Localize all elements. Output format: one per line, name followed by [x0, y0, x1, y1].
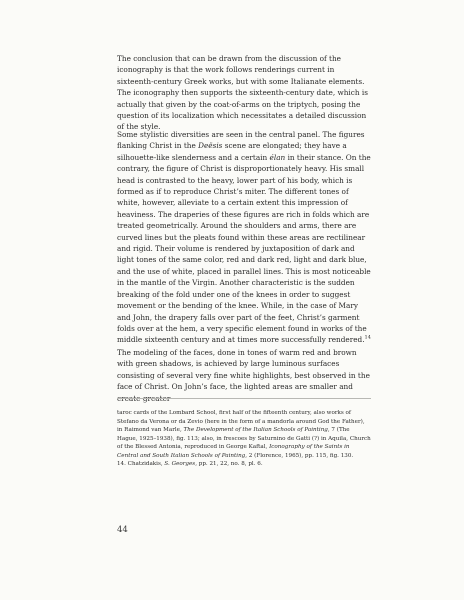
note14-text-b: , pp. 21, 22, no. 8, pl. 6.	[195, 461, 263, 467]
footnote-13-continued	[117, 409, 371, 460]
note13-title-2: Iconography of the Saints in Central and South Italian Schools of Painting	[117, 444, 350, 459]
footnote-divider	[117, 398, 371, 399]
footnote-14	[117, 460, 371, 469]
deesis-term: Deësis	[198, 141, 223, 151]
footnotes	[117, 409, 371, 469]
note14-text-a: 14. Chatzidakis,	[117, 461, 165, 467]
note13-text-c: , 2 (Florence, 1965), pp. 115, fig. 130.	[245, 452, 354, 459]
elan-term: élan	[269, 152, 286, 162]
note13-title-1: The Development of the Italian Schools of Painting	[183, 427, 328, 433]
footnote-reference-14: 14	[364, 334, 371, 341]
note14-title: S. Georges	[164, 461, 196, 467]
page-number: 44	[117, 525, 128, 535]
body-paragraph-1: The conclusion that can be drawn from the discussion of the iconography is that the work follows renderings current in sixteenth-century Greek works, but with some Italianate elements. The iconography then supports the sixteenth-century date, which is actually that given by the coat-of-arms on the triptych, posing the question of its localization which necessitates a detailed discussion of the style.	[117, 54, 368, 132]
paragraph-2-text-b: scene are elongated; they have a silhouette-like slenderness and a certain	[117, 141, 347, 162]
note13-text-a: taroc cards of the Lombard School, first half of the fifteenth century, also works of Stefano da Verona or da Zevio (here in the form of a mandorla around God the Father), in Raimond van Marle,	[117, 410, 365, 433]
paragraph-2-text-c: in their stance. On the contrary, the figure of Christ is disproportionately heavy. His small head is contrasted to the heavy, lower part of his body, which is formed as if to reproduce Christ’s miter. The different tones of white, however, alleviate to a certain extent this impression of heaviness. The draperies of these figures are rich in folds which are treated geometrically. Around the shoulders and arms, there are curved lines but the pleats found within these areas are rectilinear and rigid. Their volume is rendered by juxtaposition of dark and light tones of the same color, red and dark red, light and dark blue, and the use of white, placed in parallel lines. This is most noticeable in the mantle of the Virgin. Another characteristic is the sudden breaking of the fold under one of the knees in order to suggest movement or the bending of the knee. While, in the case of Mary and John, the drapery falls over part of the feet, Christ’s garment folds over at the hem, a very specific element found in works of the middle sixteenth century and at times more successfully rendered.	[117, 152, 371, 345]
paragraph-2-text-a: Some stylistic diversities are seen in the central panel. The figures flanking Christ in the	[117, 130, 365, 151]
body-paragraph-2	[117, 129, 371, 346]
body-paragraph-3: The modeling of the faces, done in tones of warm red and brown with green shadows, is achieved by large luminous surfaces consisting of several very fine white highlights, best observed in the face of Christ. On John’s face, the lighted areas are smaller and create greater	[117, 348, 370, 403]
note13-text-b: , 7 (The Hague, 1925–1938), fig. 113; also, in frescoes by Saturnino de Gatti (?) in Aquila, Church of the Blessed Antonia, reproduced in George Kaftal,	[117, 427, 371, 450]
